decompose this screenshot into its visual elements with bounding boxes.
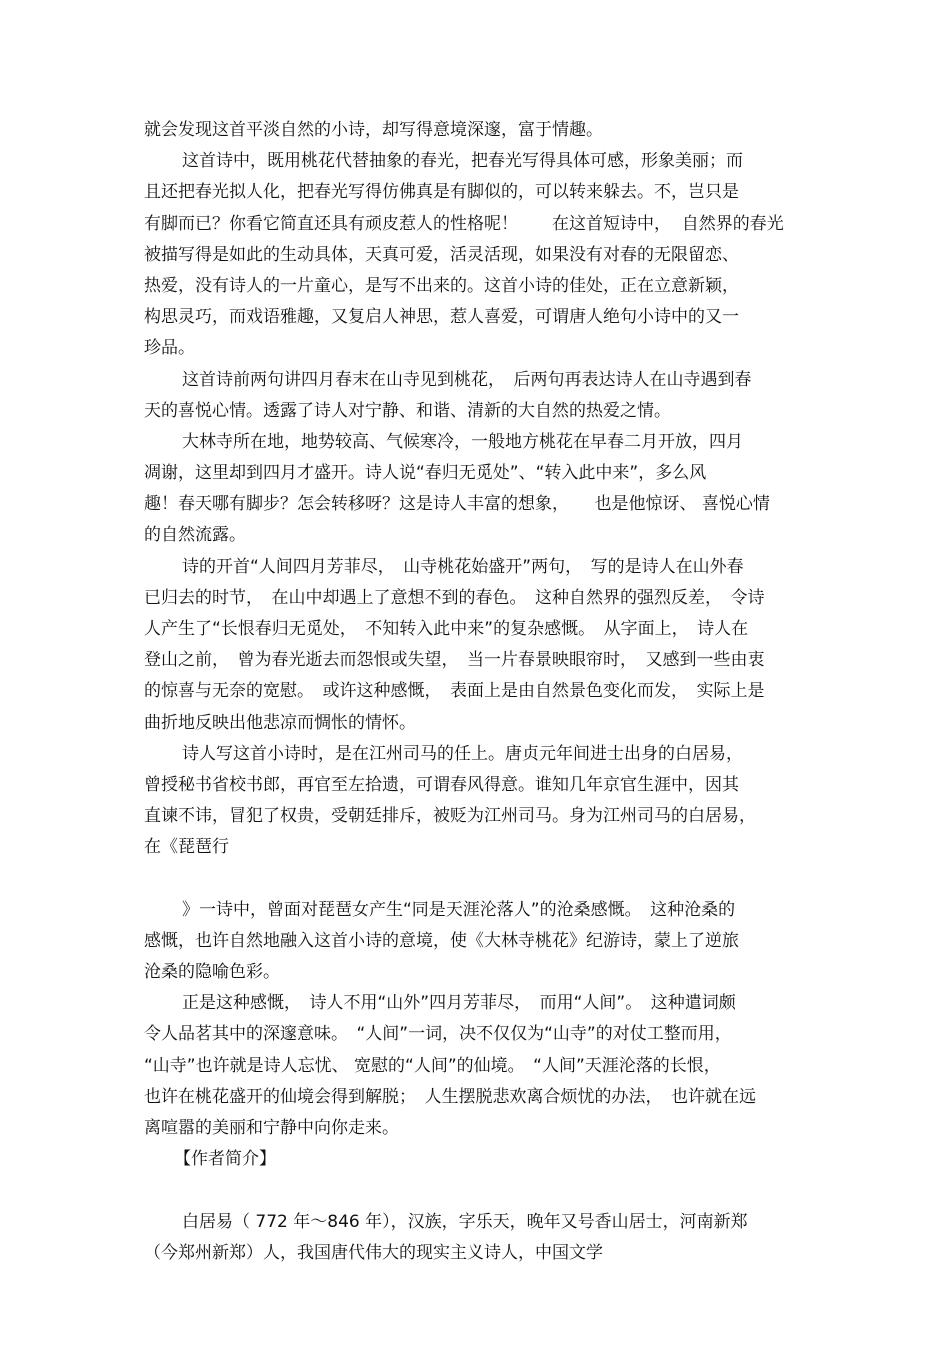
text-line: 的自然流露。 — [144, 525, 246, 546]
text-line: 凋谢，这里却到四月才盛开。诗人说“春归无觅处”、“转入此中来”，多么风 — [144, 463, 707, 484]
text-line: 曾授秘书省校书郎，再官至左拾遗，可谓春风得意。谁知几年京官生涯中，因其 — [144, 774, 739, 795]
blank-line — [144, 864, 814, 895]
text-line: “山寺”也许就是诗人忘忧、 宽慰的“人间”的仙境。 “人间”天涯沦落的长恨， — [144, 1055, 721, 1076]
article-body — [144, 115, 814, 1269]
text-line: 登山之前， 曾为春光逝去而怨恨或失望， 当一片春景映眼帘时， 又感到一些由衷 — [144, 650, 765, 671]
text-line: 感慨，也许自然地融入这首小诗的意境，使《大林寺桃花》纪游诗，蒙上了逆旅 — [144, 930, 739, 951]
text-line: 这首诗前两句讲四月春末在山寺见到桃花， 后两句再表达诗人在山寺遇到春 — [182, 369, 752, 390]
text-line: 也许在桃花盛开的仙境会得到解脱； 人生摆脱悲欢离合烦忧的办法， 也许就在远 — [144, 1086, 756, 1107]
text-line: 沧桑的隐喻色彩。 — [144, 962, 280, 983]
text-line: （今郑州新郑）人，我国唐代伟大的现实主义诗人，中国文学 — [144, 1242, 603, 1263]
text-line: 在《琵琶行 — [144, 837, 229, 858]
text-line: 诗人写这首小诗时，是在江州司马的任上。唐贞元年间进士出身的白居易， — [182, 743, 743, 764]
text-line: 诗的开首“人间四月芳菲尽， 山寺桃花始盛开”两句， 写的是诗人在山外春 — [182, 556, 744, 577]
text-line: 离喧嚣的美丽和宁静中向你走来。 — [144, 1118, 399, 1138]
text-line: 白居易（ 772 年～846 年），汉族，字乐天，晚年又号香山居士，河南新郑 — [182, 1211, 748, 1232]
section-heading: 【作者简介】 — [174, 1149, 276, 1170]
text-line: 》一诗中，曾面对琵琶女产生“同是天涯沦落人”的沧桑感慨。 这种沧桑的 — [182, 899, 736, 920]
text-line: 热爱，没有诗人的一片童心，是写不出来的。这首小诗的佳处，正在立意新颖， — [144, 275, 739, 296]
text-line: 趣！春天哪有脚步？怎会转移呀？这是诗人丰富的想象， 也是他惊讶、 喜悦心情 — [144, 494, 770, 515]
text-line: 珍品。 — [144, 338, 195, 359]
text-line: 大林寺所在地，地势较高、气候寒冷，一般地方桃花在早春二月开放，四月 — [182, 431, 743, 452]
text-line: 有脚而已？你看它简直还具有顽皮惹人的性格呢！ 在这首短诗中， 自然界的春光 — [144, 213, 784, 234]
text-line: 就会发现这首平淡自然的小诗，却写得意境深邃，富于情趣。 — [144, 120, 603, 140]
blank-line — [144, 1175, 814, 1206]
text-line: 且还把春光拟人化，把春光写得仿佛真是有脚似的，可以转来躲去。不，岂只是 — [144, 182, 739, 203]
text-line: 正是这种感慨， 诗人不用“山外”四月芳菲尽， 而用“人间”。 这种遣词颇 — [182, 993, 736, 1014]
text-line: 令人品茗其中的深邃意味。 “人间”一词，决不仅仅为“山寺”的对仗工整而用， — [144, 1024, 732, 1045]
text-line: 直谏不讳，冒犯了权贵，受朝廷排斥，被贬为江州司马。身为江州司马的白居易， — [144, 806, 756, 827]
text-line: 的惊喜与无奈的宽慰。 或许这种感慨， 表面上是由自然景色变化而发， 实际上是 — [144, 681, 765, 702]
text-line: 这首诗中，既用桃花代替抽象的春光，把春光写得具体可感，形象美丽；而 — [182, 151, 743, 172]
text-line: 已归去的时节， 在山中却遇上了意想不到的春色。 这种自然界的强烈反差， 令诗 — [144, 587, 765, 608]
text-line: 构思灵巧，而戏语雅趣，又复启人神思，惹人喜爱，可谓唐人绝句小诗中的又一 — [144, 307, 739, 328]
text-line: 天的喜悦心情。透露了诗人对宁静、和谐、清新的大自然的热爱之情。 — [144, 400, 671, 421]
text-line: 人产生了“长恨春归无觅处， 不知转入此中来”的复杂感慨。 从字面上， 诗人在 — [144, 619, 749, 639]
text-line: 被描写得是如此的生动具体，天真可爱，活灵活现，如果没有对春的无限留恋、 — [144, 244, 739, 265]
text-line: 曲折地反映出他悲凉而惆怅的情怀。 — [144, 712, 416, 733]
